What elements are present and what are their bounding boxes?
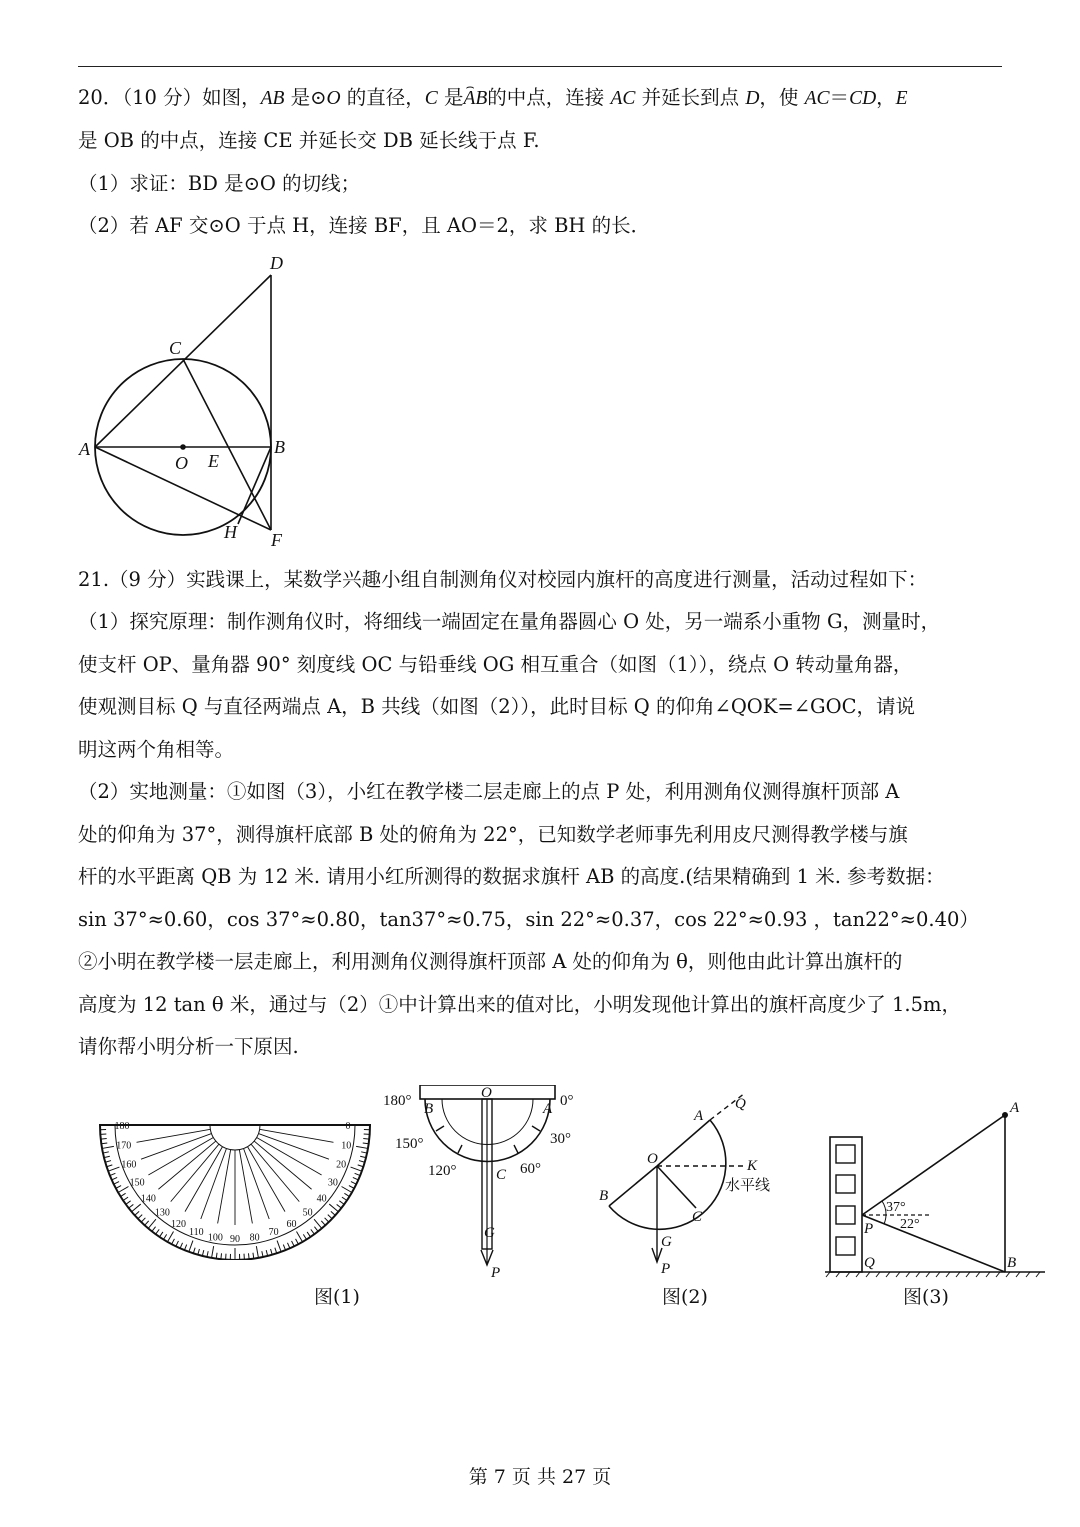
- line-pa: [862, 1115, 1005, 1215]
- tick-mark: [360, 1156, 366, 1157]
- top-rule: [78, 66, 1002, 67]
- tick-label: 110: [189, 1227, 204, 1239]
- label-a: A: [1010, 1100, 1020, 1116]
- tick-label: 170: [116, 1140, 132, 1152]
- tick-mark: [351, 1182, 356, 1185]
- tick-label: 160: [121, 1159, 137, 1171]
- tick-mark: [271, 1249, 273, 1255]
- tick-mark: [353, 1177, 358, 1179]
- protractor-ray: [244, 1148, 270, 1218]
- tick-mark: [189, 1241, 193, 1252]
- tick-label: 10: [341, 1140, 352, 1152]
- label-q: Q: [864, 1255, 875, 1271]
- segment-bh: [238, 447, 271, 524]
- q21-line-2: （1）探究原理：制作测角仪时，将细线一端固定在量角器圆心 O 处，另一端系小重物 G，测量时，: [78, 610, 941, 633]
- tick-label: 130: [154, 1207, 170, 1219]
- tick-30: [532, 1126, 540, 1131]
- tick-120: [458, 1145, 462, 1153]
- tick-mark: [328, 1215, 332, 1219]
- label-g: G: [484, 1225, 495, 1241]
- tick-label: 180: [114, 1121, 130, 1132]
- q21-line-4: 使观测目标 Q 与直径两端点 A，B 共线（如图（2）），此时目标 Q 的仰角∠QOK=∠GOC，请说: [78, 695, 916, 718]
- label-a: A: [79, 439, 90, 459]
- tick-mark: [101, 1138, 107, 1139]
- q21-line-10: ②小明在教学楼一层走廊上，利用测角仪测得旗杆顶部 A 处的仰角为 θ，则他由此计算出旗杆的: [78, 950, 903, 973]
- line-pb: [862, 1215, 1005, 1272]
- tick-mark: [248, 1253, 249, 1259]
- label-q: Q: [735, 1096, 746, 1112]
- label-d: D: [270, 253, 283, 273]
- tick-mark: [349, 1186, 354, 1189]
- tick-mark: [355, 1173, 361, 1175]
- q21-line-6: （2）实地测量：①如图（3），小红在教学楼二层走廊上的点 P 处，利用测角仪测得旗杆顶部 A: [78, 780, 900, 803]
- tick-label: 150: [129, 1177, 145, 1189]
- fig2-caption: 图(2): [662, 1286, 708, 1308]
- protractor-figure: [95, 1115, 375, 1260]
- tick-label: 70: [268, 1227, 279, 1239]
- tick-label: 20: [336, 1159, 347, 1171]
- label-e: E: [208, 451, 219, 471]
- tick-mark: [351, 1167, 362, 1171]
- tick-mark: [202, 1250, 203, 1256]
- q21-line-9: sin 37°≈0.60，cos 37°≈0.80，tan37°≈0.75，sin 22°≈0.37，cos 22°≈0.93 ，tan22°≈0.40）: [78, 908, 979, 931]
- tick-mark: [176, 1241, 179, 1246]
- segment-cf: [183, 359, 271, 530]
- tick-mark: [193, 1248, 195, 1254]
- protractor-ray: [260, 1129, 334, 1142]
- tick-mark: [221, 1253, 222, 1259]
- label-o: O: [481, 1085, 492, 1101]
- tick-mark: [116, 1186, 121, 1189]
- tick-mark: [207, 1251, 208, 1257]
- tick-mark: [129, 1204, 134, 1208]
- window-2: [836, 1175, 855, 1193]
- label-b: B: [1007, 1255, 1017, 1271]
- fig3-caption: 图(3): [903, 1286, 949, 1308]
- tick-mark: [104, 1156, 110, 1157]
- tick-mark: [287, 1243, 289, 1248]
- tick-mark: [331, 1211, 335, 1215]
- tick-mark: [277, 1241, 281, 1252]
- protractor-ray: [239, 1150, 252, 1224]
- q21-line-12: 请你帮小明分析一下原因.: [78, 1035, 299, 1058]
- tick-mark: [126, 1201, 131, 1205]
- q21-line-11: 高度为 12 tan θ 米，通过与（2）①中计算出来的值对比，小明发现他计算出的旗杆高度少了 1.5m，: [78, 993, 961, 1016]
- q21-line-8: 杆的水平距离 QB 为 12 米. 请用小红所测得的数据求旗杆 AB 的高度.(结果精确到 1 米. 参考数据：: [78, 865, 945, 888]
- tick-mark: [105, 1161, 111, 1163]
- label-p: P: [491, 1265, 501, 1280]
- arc-ba: [609, 1120, 726, 1229]
- fig1-caption: 图(1): [314, 1286, 360, 1308]
- arc-ab: ⌢ AB: [463, 88, 487, 109]
- angle-37: 37°: [886, 1200, 906, 1215]
- tick-mark: [114, 1182, 119, 1185]
- tick-mark: [275, 1248, 277, 1254]
- label-h: H: [224, 522, 237, 542]
- tick-label: 80: [249, 1232, 260, 1244]
- fig3-flagpole: [820, 1095, 1050, 1280]
- label-f: F: [271, 530, 282, 550]
- q20-part-2: （2）若 AF 交⊙O 于点 H，连接 BF，且 AO＝2，求 BH 的长．: [78, 214, 651, 237]
- tick-mark: [102, 1146, 114, 1148]
- window-1: [836, 1145, 855, 1163]
- tick-mark: [337, 1204, 342, 1208]
- protractor-ray: [185, 1147, 223, 1212]
- tick-150: [436, 1126, 444, 1131]
- protractor-ray: [201, 1148, 227, 1218]
- tick-mark: [110, 1173, 116, 1175]
- tick-mark: [297, 1232, 303, 1242]
- tick-mark: [344, 1193, 349, 1196]
- label-c: C: [496, 1167, 507, 1183]
- tick-label: 90: [230, 1234, 240, 1245]
- tick-mark: [135, 1211, 139, 1215]
- tick-mark: [321, 1221, 325, 1225]
- q21-line-1: 21.（9 分）实践课上，某数学兴趣小组自制测角仪对校园内旗杆的高度进行测量，活动过程如下：: [78, 568, 928, 591]
- label-g: G: [661, 1234, 672, 1250]
- tick-mark: [303, 1234, 306, 1239]
- tick-mark: [339, 1201, 344, 1205]
- angle-30: 30°: [550, 1131, 571, 1147]
- center-point: [180, 444, 186, 450]
- label-o: O: [175, 453, 188, 473]
- angle-0: 0°: [560, 1093, 574, 1109]
- tick-mark: [172, 1239, 175, 1244]
- tick-mark: [103, 1152, 109, 1153]
- protractor-ray: [148, 1138, 213, 1176]
- tick-mark: [168, 1232, 174, 1242]
- tick-mark: [160, 1232, 163, 1237]
- protractor-ray: [141, 1134, 211, 1160]
- tick-mark: [292, 1241, 295, 1246]
- q21-line-7: 处的仰角为 37°，测得旗杆底部 B 处的俯角为 22°，已知数学老师事先利用皮尺测得教学楼与旗: [78, 823, 908, 846]
- tick-label: 40: [316, 1193, 327, 1205]
- angle-150: 150°: [395, 1136, 424, 1152]
- tick-label: 60: [286, 1218, 297, 1230]
- label-a: A: [543, 1101, 553, 1117]
- label-a: A: [694, 1108, 704, 1124]
- protractor-ray: [258, 1134, 328, 1160]
- tick-mark: [358, 1165, 364, 1167]
- tick-mark: [296, 1239, 299, 1244]
- label-o: O: [647, 1151, 658, 1167]
- tick-label: 50: [302, 1207, 313, 1219]
- q20-part-1: （1）求证：BD 是⊙O 的切线；: [78, 172, 361, 195]
- tick-mark: [156, 1229, 160, 1234]
- q20-line-1: 20．（10 分）如图，AB 是⊙O 的直径，C 是⌢ AB的中点，连接 AC 并延长到点 D，使 AC＝CD，E: [78, 86, 1008, 111]
- tick-mark: [121, 1193, 126, 1196]
- tick-mark: [363, 1138, 369, 1139]
- q20-circle-figure: [70, 250, 300, 550]
- tick-label: 100: [207, 1232, 223, 1244]
- tick-mark: [307, 1232, 310, 1237]
- q21-line-3: 使支杆 OP、量角器 90° 刻度线 OC 与铅垂线 OG 相互重合（如图（1）），绕点 O 转动量角器，: [78, 653, 913, 676]
- tick-label: 120: [171, 1218, 186, 1230]
- building: [830, 1137, 862, 1272]
- tick-mark: [356, 1146, 368, 1148]
- tick-mark: [342, 1187, 352, 1193]
- label-p: P: [864, 1221, 874, 1237]
- tick-mark: [107, 1165, 113, 1167]
- angle-60: 60°: [520, 1161, 541, 1177]
- angle-180: 180°: [383, 1093, 412, 1109]
- tick-mark: [212, 1246, 214, 1258]
- tick-mark: [359, 1161, 365, 1163]
- tick-mark: [112, 1177, 117, 1179]
- tick-mark: [152, 1227, 156, 1232]
- label-b: B: [599, 1188, 609, 1204]
- tick-mark: [141, 1218, 145, 1222]
- label-p: P: [661, 1261, 671, 1277]
- label-b: B: [274, 437, 285, 457]
- tick-mark: [325, 1218, 329, 1222]
- line-oc: [657, 1166, 696, 1208]
- protractor-ray: [248, 1147, 286, 1212]
- tick-mark: [283, 1245, 285, 1251]
- tick-mark: [118, 1187, 128, 1193]
- tick-mark: [314, 1227, 318, 1232]
- tick-mark: [184, 1245, 186, 1251]
- label-c: C: [692, 1209, 703, 1225]
- window-3: [836, 1206, 855, 1224]
- tick-label: 0: [345, 1121, 351, 1132]
- label-horizontal: 水平线: [725, 1176, 771, 1194]
- tick-mark: [256, 1246, 258, 1258]
- tick-mark: [108, 1167, 119, 1171]
- angle-120: 120°: [428, 1163, 457, 1179]
- tick-mark: [138, 1215, 142, 1219]
- page-footer: 第 7 页 共 27 页: [468, 1466, 612, 1488]
- tick-mark: [198, 1249, 200, 1255]
- label-c: C: [169, 338, 182, 358]
- tick-mark: [180, 1243, 182, 1248]
- tick-label: 30: [327, 1177, 338, 1189]
- q21-line-5: 明这两个角相等。: [78, 738, 235, 761]
- tick-mark: [311, 1229, 315, 1234]
- fig2-elevation: [595, 1088, 795, 1278]
- line-ob: [609, 1166, 657, 1206]
- plumb-protractor-figure: [380, 1085, 590, 1280]
- tick-mark: [266, 1250, 267, 1256]
- label-k: K: [747, 1158, 758, 1174]
- tick-mark: [145, 1221, 149, 1225]
- protractor-ray: [257, 1138, 322, 1176]
- segment-ad: [95, 275, 271, 447]
- arc-22: [884, 1215, 886, 1224]
- protractor-ray: [218, 1150, 231, 1224]
- tick-mark: [361, 1152, 367, 1153]
- window-4: [836, 1237, 855, 1255]
- tick-mark: [262, 1251, 263, 1257]
- angle-22: 22°: [900, 1217, 920, 1232]
- tick-mark: [342, 1197, 347, 1200]
- label-b: B: [424, 1101, 434, 1117]
- tick-60: [514, 1145, 518, 1153]
- tick-mark: [163, 1234, 166, 1239]
- q20-line-2: 是 OB 的中点，连接 CE 并延长交 DB 延长线于点 F.: [78, 129, 540, 152]
- protractor-ray: [137, 1129, 211, 1142]
- line-oa: [657, 1120, 710, 1166]
- tick-mark: [123, 1197, 128, 1200]
- tick-label: 140: [140, 1193, 156, 1205]
